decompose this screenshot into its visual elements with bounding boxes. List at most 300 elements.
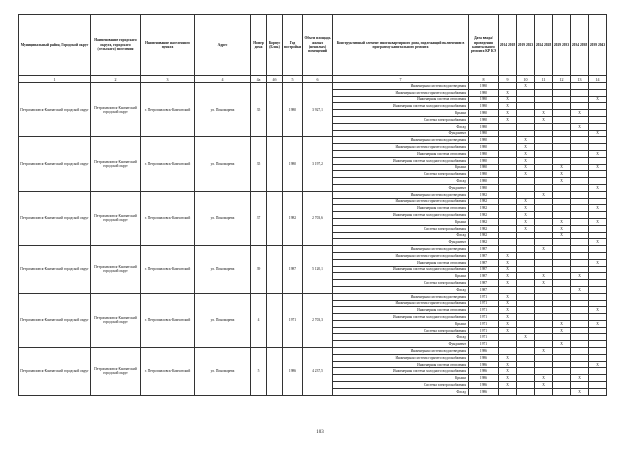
house-number-cell: 35 <box>251 137 267 191</box>
element-name-cell: Система электроснабжения <box>333 382 469 389</box>
period-mark-cell: X <box>499 110 517 117</box>
header-row <box>19 15 607 76</box>
period-mark-cell <box>535 205 553 212</box>
period-mark-cell <box>517 96 535 103</box>
period-mark-cell: X <box>499 273 517 280</box>
period-mark-cell <box>553 198 571 205</box>
period-mark-cell <box>499 198 517 205</box>
header-cell: 2019 2023 <box>517 15 535 76</box>
period-mark-cell: X <box>499 259 517 266</box>
period-mark-cell <box>535 184 553 191</box>
period-mark-cell: X <box>553 218 571 225</box>
house-number-cell: 5 <box>251 348 267 396</box>
repair-program-table <box>18 14 607 396</box>
block-cell <box>267 83 283 137</box>
period-mark-cell <box>499 334 517 341</box>
period-mark-cell <box>589 280 607 287</box>
period-mark-cell: X <box>553 320 571 327</box>
repair-date-cell: 1982 <box>469 239 499 246</box>
element-name-cell: Инженерная система горячего водоснабжения <box>333 198 469 205</box>
settlement-cell: Петропавловск-Камчатский городской округ <box>91 293 141 347</box>
house-number-cell: 4 <box>251 293 267 347</box>
period-mark-cell <box>571 103 589 110</box>
repair-date-cell: 1982 <box>469 205 499 212</box>
period-mark-cell <box>571 280 589 287</box>
repair-date-cell: 1971 <box>469 320 499 327</box>
district-cell: Петропавловск-Камчатский городской округ <box>19 348 91 396</box>
header-cell: Наименование населенного пункта <box>141 15 195 76</box>
header-cell: Муниципальный район, Городской округ <box>19 15 91 76</box>
period-mark-cell <box>499 157 517 164</box>
column-number: 2 <box>91 76 141 83</box>
repair-date-cell: 1980 <box>469 178 499 185</box>
period-mark-cell: X <box>517 171 535 178</box>
header-cell: Адрес <box>195 15 251 76</box>
period-mark-cell <box>553 382 571 389</box>
period-mark-cell: X <box>499 89 517 96</box>
period-mark-cell <box>553 144 571 151</box>
repair-date-cell: 1986 <box>469 348 499 355</box>
repair-date-cell: 1982 <box>469 232 499 239</box>
period-mark-cell: X <box>499 280 517 287</box>
period-mark-cell <box>535 293 553 300</box>
period-mark-cell: X <box>499 314 517 321</box>
period-mark-cell <box>517 266 535 273</box>
year-built-cell: 1971 <box>283 293 303 347</box>
repair-date-cell: 1987 <box>469 280 499 287</box>
period-mark-cell <box>589 341 607 348</box>
period-mark-cell <box>571 246 589 253</box>
table-row <box>19 137 607 144</box>
period-mark-cell <box>553 314 571 321</box>
period-mark-cell <box>553 354 571 361</box>
element-name-cell: Инженерная система водоотведения <box>333 348 469 355</box>
period-mark-cell <box>535 259 553 266</box>
street-cell: ул. Пономарева <box>195 348 251 396</box>
period-mark-cell: X <box>499 307 517 314</box>
repair-date-cell: 1987 <box>469 286 499 293</box>
table-row <box>19 83 607 90</box>
period-mark-cell: X <box>517 212 535 219</box>
element-name-cell: Крыша <box>333 375 469 382</box>
repair-date-cell: 1971 <box>469 300 499 307</box>
period-mark-cell <box>589 327 607 334</box>
period-mark-cell <box>571 96 589 103</box>
period-mark-cell <box>499 123 517 130</box>
period-mark-cell <box>589 225 607 232</box>
period-mark-cell <box>571 130 589 137</box>
period-mark-cell: X <box>553 341 571 348</box>
period-mark-cell <box>589 314 607 321</box>
column-number: 5 <box>283 76 303 83</box>
period-mark-cell <box>553 130 571 137</box>
period-mark-cell <box>517 110 535 117</box>
period-mark-cell <box>535 198 553 205</box>
period-mark-cell <box>535 164 553 171</box>
period-mark-cell <box>589 266 607 273</box>
element-name-cell: Инженерная система отопления <box>333 307 469 314</box>
header-cell: Объем площадь жилых (нежилых) помещений <box>303 15 333 76</box>
repair-date-cell: 1986 <box>469 382 499 389</box>
element-name-cell: Инженерная система горячего водоснабжения <box>333 252 469 259</box>
element-name-cell: Инженерная система холодного водоснабжения <box>333 314 469 321</box>
period-mark-cell: X <box>517 198 535 205</box>
period-mark-cell <box>535 327 553 334</box>
period-mark-cell <box>499 239 517 246</box>
year-built-cell: 1980 <box>283 137 303 191</box>
period-mark-cell <box>535 341 553 348</box>
period-mark-cell <box>589 348 607 355</box>
repair-date-cell: 1971 <box>469 327 499 334</box>
period-mark-cell: X <box>517 150 535 157</box>
element-name-cell: Инженерная система водоотведения <box>333 293 469 300</box>
period-mark-cell <box>571 348 589 355</box>
period-mark-cell: X <box>517 218 535 225</box>
element-name-cell: Инженерная система горячего водоснабжения <box>333 300 469 307</box>
period-mark-cell: X <box>553 327 571 334</box>
period-mark-cell: X <box>571 388 589 395</box>
period-mark-cell <box>571 314 589 321</box>
area-cell: 3 197,2 <box>303 137 333 191</box>
period-mark-cell <box>571 266 589 273</box>
period-mark-cell: X <box>517 157 535 164</box>
period-mark-cell <box>517 252 535 259</box>
element-name-cell: Инженерная система водоотведения <box>333 191 469 198</box>
repair-date-cell: 1986 <box>469 354 499 361</box>
repair-date-cell: 1987 <box>469 259 499 266</box>
element-name-cell: Система электроснабжения <box>333 327 469 334</box>
period-mark-cell <box>535 232 553 239</box>
period-mark-cell: X <box>589 361 607 368</box>
period-mark-cell: X <box>499 300 517 307</box>
period-mark-cell <box>553 83 571 90</box>
period-mark-cell <box>499 205 517 212</box>
period-mark-cell <box>553 239 571 246</box>
column-number: 14 <box>589 76 607 83</box>
period-mark-cell: X <box>517 205 535 212</box>
period-mark-cell <box>589 137 607 144</box>
repair-date-cell: 1971 <box>469 307 499 314</box>
period-mark-cell: X <box>553 178 571 185</box>
element-name-cell: Инженерная система водоотведения <box>333 137 469 144</box>
period-mark-cell <box>535 123 553 130</box>
period-mark-cell <box>553 246 571 253</box>
period-mark-cell <box>517 184 535 191</box>
period-mark-cell <box>517 307 535 314</box>
house-group <box>19 191 607 245</box>
period-mark-cell: X <box>589 130 607 137</box>
column-number: 3 <box>141 76 195 83</box>
repair-date-cell: 1980 <box>469 137 499 144</box>
period-mark-cell: X <box>553 232 571 239</box>
period-mark-cell <box>589 300 607 307</box>
period-mark-cell <box>571 184 589 191</box>
settlement-cell: Петропавловск-Камчатский городской округ <box>91 246 141 294</box>
period-mark-cell <box>571 150 589 157</box>
house-number-cell: 35 <box>251 83 267 137</box>
area-cell: 3 927,1 <box>303 83 333 137</box>
period-mark-cell <box>589 354 607 361</box>
period-mark-cell <box>571 341 589 348</box>
column-number: 4а <box>251 76 267 83</box>
period-mark-cell <box>589 116 607 123</box>
period-mark-cell <box>517 354 535 361</box>
period-mark-cell <box>589 171 607 178</box>
period-mark-cell <box>571 307 589 314</box>
period-mark-cell <box>517 341 535 348</box>
period-mark-cell <box>589 334 607 341</box>
period-mark-cell <box>553 137 571 144</box>
header-cell: 2014 2018 <box>499 15 517 76</box>
header-cell: Номер дома <box>251 15 267 76</box>
period-mark-cell <box>499 348 517 355</box>
period-mark-cell <box>499 164 517 171</box>
period-mark-cell <box>535 314 553 321</box>
period-mark-cell <box>517 178 535 185</box>
page-number: 103 <box>316 430 324 435</box>
period-mark-cell <box>499 137 517 144</box>
period-mark-cell: X <box>571 375 589 382</box>
header-cell: Наименование городского округа, городского (сельского) поселения <box>91 15 141 76</box>
period-mark-cell <box>535 368 553 375</box>
repair-date-cell: 1971 <box>469 293 499 300</box>
period-mark-cell <box>517 259 535 266</box>
year-built-cell: 1987 <box>283 246 303 294</box>
repair-date-cell: 1980 <box>469 83 499 90</box>
period-mark-cell <box>553 89 571 96</box>
period-mark-cell <box>553 273 571 280</box>
column-number: 1 <box>19 76 91 83</box>
district-cell: Петропавловск-Камчатский городской округ <box>19 246 91 294</box>
repair-date-cell: 1980 <box>469 164 499 171</box>
district-cell: Петропавловск-Камчатский городской округ <box>19 293 91 347</box>
period-mark-cell <box>553 375 571 382</box>
period-mark-cell <box>589 368 607 375</box>
period-mark-cell <box>553 123 571 130</box>
house-group <box>19 137 607 191</box>
period-mark-cell: X <box>589 259 607 266</box>
period-mark-cell <box>589 178 607 185</box>
table-row <box>19 348 607 355</box>
period-mark-cell <box>499 178 517 185</box>
period-mark-cell <box>553 252 571 259</box>
element-name-cell: Инженерная система водоотведения <box>333 246 469 253</box>
period-mark-cell <box>589 293 607 300</box>
period-mark-cell <box>535 137 553 144</box>
period-mark-cell <box>571 239 589 246</box>
settlement-cell: Петропавловск-Камчатский городской округ <box>91 137 141 191</box>
locality-cell: г. Петропавловск-Камчатский <box>141 137 195 191</box>
period-mark-cell <box>553 184 571 191</box>
element-name-cell: Инженерная система отопления <box>333 259 469 266</box>
period-mark-cell: X <box>535 110 553 117</box>
element-name-cell: Фундамент <box>333 341 469 348</box>
period-mark-cell <box>535 103 553 110</box>
element-name-cell: Крыша <box>333 218 469 225</box>
period-mark-cell: X <box>499 266 517 273</box>
period-mark-cell <box>553 116 571 123</box>
header-cell: Конструктивный элемент многоквартирного дома, подлежащий включению в программу капитального ремонта <box>333 15 469 76</box>
period-mark-cell <box>571 157 589 164</box>
period-mark-cell <box>535 266 553 273</box>
period-mark-cell <box>517 130 535 137</box>
period-mark-cell <box>571 89 589 96</box>
period-mark-cell: X <box>589 320 607 327</box>
district-cell: Петропавловск-Камчатский городской округ <box>19 191 91 245</box>
period-mark-cell: X <box>535 382 553 389</box>
period-mark-cell <box>499 171 517 178</box>
element-name-cell: Инженерная система отопления <box>333 150 469 157</box>
element-name-cell: Крыша <box>333 110 469 117</box>
period-mark-cell: X <box>535 246 553 253</box>
period-mark-cell <box>553 191 571 198</box>
period-mark-cell <box>517 103 535 110</box>
period-mark-cell <box>571 327 589 334</box>
period-mark-cell: X <box>499 96 517 103</box>
period-mark-cell <box>535 83 553 90</box>
period-mark-cell <box>535 212 553 219</box>
period-mark-cell <box>517 273 535 280</box>
repair-date-cell: 1982 <box>469 212 499 219</box>
period-mark-cell <box>517 388 535 395</box>
period-mark-cell: X <box>499 382 517 389</box>
house-group <box>19 83 607 137</box>
area-cell: 5 120,1 <box>303 246 333 294</box>
column-number: 4б <box>267 76 283 83</box>
element-name-cell: Фасад <box>333 232 469 239</box>
period-mark-cell <box>517 361 535 368</box>
repair-date-cell: 1982 <box>469 191 499 198</box>
period-mark-cell: X <box>517 137 535 144</box>
period-mark-cell <box>571 225 589 232</box>
period-mark-cell <box>517 375 535 382</box>
period-mark-cell <box>535 178 553 185</box>
house-number-cell: 39 <box>251 246 267 294</box>
period-mark-cell <box>499 218 517 225</box>
period-mark-cell <box>499 184 517 191</box>
element-name-cell: Крыша <box>333 320 469 327</box>
period-mark-cell <box>571 354 589 361</box>
period-mark-cell: X <box>499 327 517 334</box>
year-built-cell: 1980 <box>283 83 303 137</box>
period-mark-cell <box>589 89 607 96</box>
period-mark-cell <box>571 300 589 307</box>
period-mark-cell <box>553 361 571 368</box>
period-mark-cell <box>571 116 589 123</box>
period-mark-cell: X <box>517 334 535 341</box>
column-number-row <box>19 76 607 83</box>
locality-cell: г. Петропавловск-Камчатский <box>141 83 195 137</box>
period-mark-cell <box>589 103 607 110</box>
period-mark-cell <box>535 89 553 96</box>
element-name-cell: Инженерная система отопления <box>333 361 469 368</box>
period-mark-cell <box>571 205 589 212</box>
period-mark-cell: X <box>499 361 517 368</box>
period-mark-cell <box>571 361 589 368</box>
period-mark-cell <box>535 334 553 341</box>
header-cell: 2024 2028 <box>535 15 553 76</box>
period-mark-cell: X <box>517 225 535 232</box>
period-mark-cell <box>517 89 535 96</box>
period-mark-cell: X <box>589 205 607 212</box>
repair-date-cell: 1980 <box>469 96 499 103</box>
header-cell: 2039 2043 <box>589 15 607 76</box>
period-mark-cell <box>571 382 589 389</box>
period-mark-cell <box>517 314 535 321</box>
period-mark-cell <box>517 300 535 307</box>
column-number: 9 <box>499 76 517 83</box>
repair-date-cell: 1987 <box>469 252 499 259</box>
period-mark-cell: X <box>535 280 553 287</box>
period-mark-cell <box>517 232 535 239</box>
repair-date-cell: 1987 <box>469 273 499 280</box>
period-mark-cell: X <box>499 103 517 110</box>
house-number-cell: 37 <box>251 191 267 245</box>
repair-date-cell: 1982 <box>469 218 499 225</box>
period-mark-cell <box>553 110 571 117</box>
settlement-cell: Петропавловск-Камчатский городской округ <box>91 83 141 137</box>
repair-date-cell: 1980 <box>469 116 499 123</box>
period-mark-cell <box>535 239 553 246</box>
period-mark-cell <box>589 212 607 219</box>
period-mark-cell: X <box>571 123 589 130</box>
period-mark-cell <box>571 164 589 171</box>
header-cell: 2029 2033 <box>553 15 571 76</box>
column-number: 11 <box>535 76 553 83</box>
period-mark-cell: X <box>499 252 517 259</box>
period-mark-cell <box>571 368 589 375</box>
header-cell: Корпус (Блок) <box>267 15 283 76</box>
repair-date-cell: 1986 <box>469 375 499 382</box>
repair-date-cell: 1980 <box>469 123 499 130</box>
element-name-cell: Крыша <box>333 164 469 171</box>
repair-date-cell: 1980 <box>469 150 499 157</box>
locality-cell: г. Петропавловск-Камчатский <box>141 246 195 294</box>
repair-date-cell: 1987 <box>469 266 499 273</box>
repair-date-cell: 1971 <box>469 314 499 321</box>
period-mark-cell <box>589 144 607 151</box>
period-mark-cell <box>571 144 589 151</box>
period-mark-cell <box>589 123 607 130</box>
period-mark-cell <box>571 137 589 144</box>
element-name-cell: Фасад <box>333 334 469 341</box>
period-mark-cell: X <box>535 116 553 123</box>
period-mark-cell <box>499 232 517 239</box>
period-mark-cell: X <box>589 164 607 171</box>
period-mark-cell <box>535 320 553 327</box>
period-mark-cell <box>589 83 607 90</box>
period-mark-cell <box>553 266 571 273</box>
district-cell: Петропавловск-Камчатский городской округ <box>19 137 91 191</box>
block-cell <box>267 191 283 245</box>
period-mark-cell <box>535 252 553 259</box>
period-mark-cell <box>571 293 589 300</box>
period-mark-cell <box>499 341 517 348</box>
period-mark-cell: X <box>589 96 607 103</box>
repair-date-cell: 1986 <box>469 368 499 375</box>
period-mark-cell <box>571 252 589 259</box>
period-mark-cell <box>517 368 535 375</box>
period-mark-cell <box>589 198 607 205</box>
area-cell: 2 703,6 <box>303 191 333 245</box>
period-mark-cell <box>589 388 607 395</box>
repair-date-cell: 1980 <box>469 130 499 137</box>
period-mark-cell: X <box>589 218 607 225</box>
period-mark-cell <box>589 157 607 164</box>
district-cell: Петропавловск-Камчатский городской округ <box>19 83 91 137</box>
repair-date-cell: 1987 <box>469 246 499 253</box>
period-mark-cell: X <box>499 375 517 382</box>
